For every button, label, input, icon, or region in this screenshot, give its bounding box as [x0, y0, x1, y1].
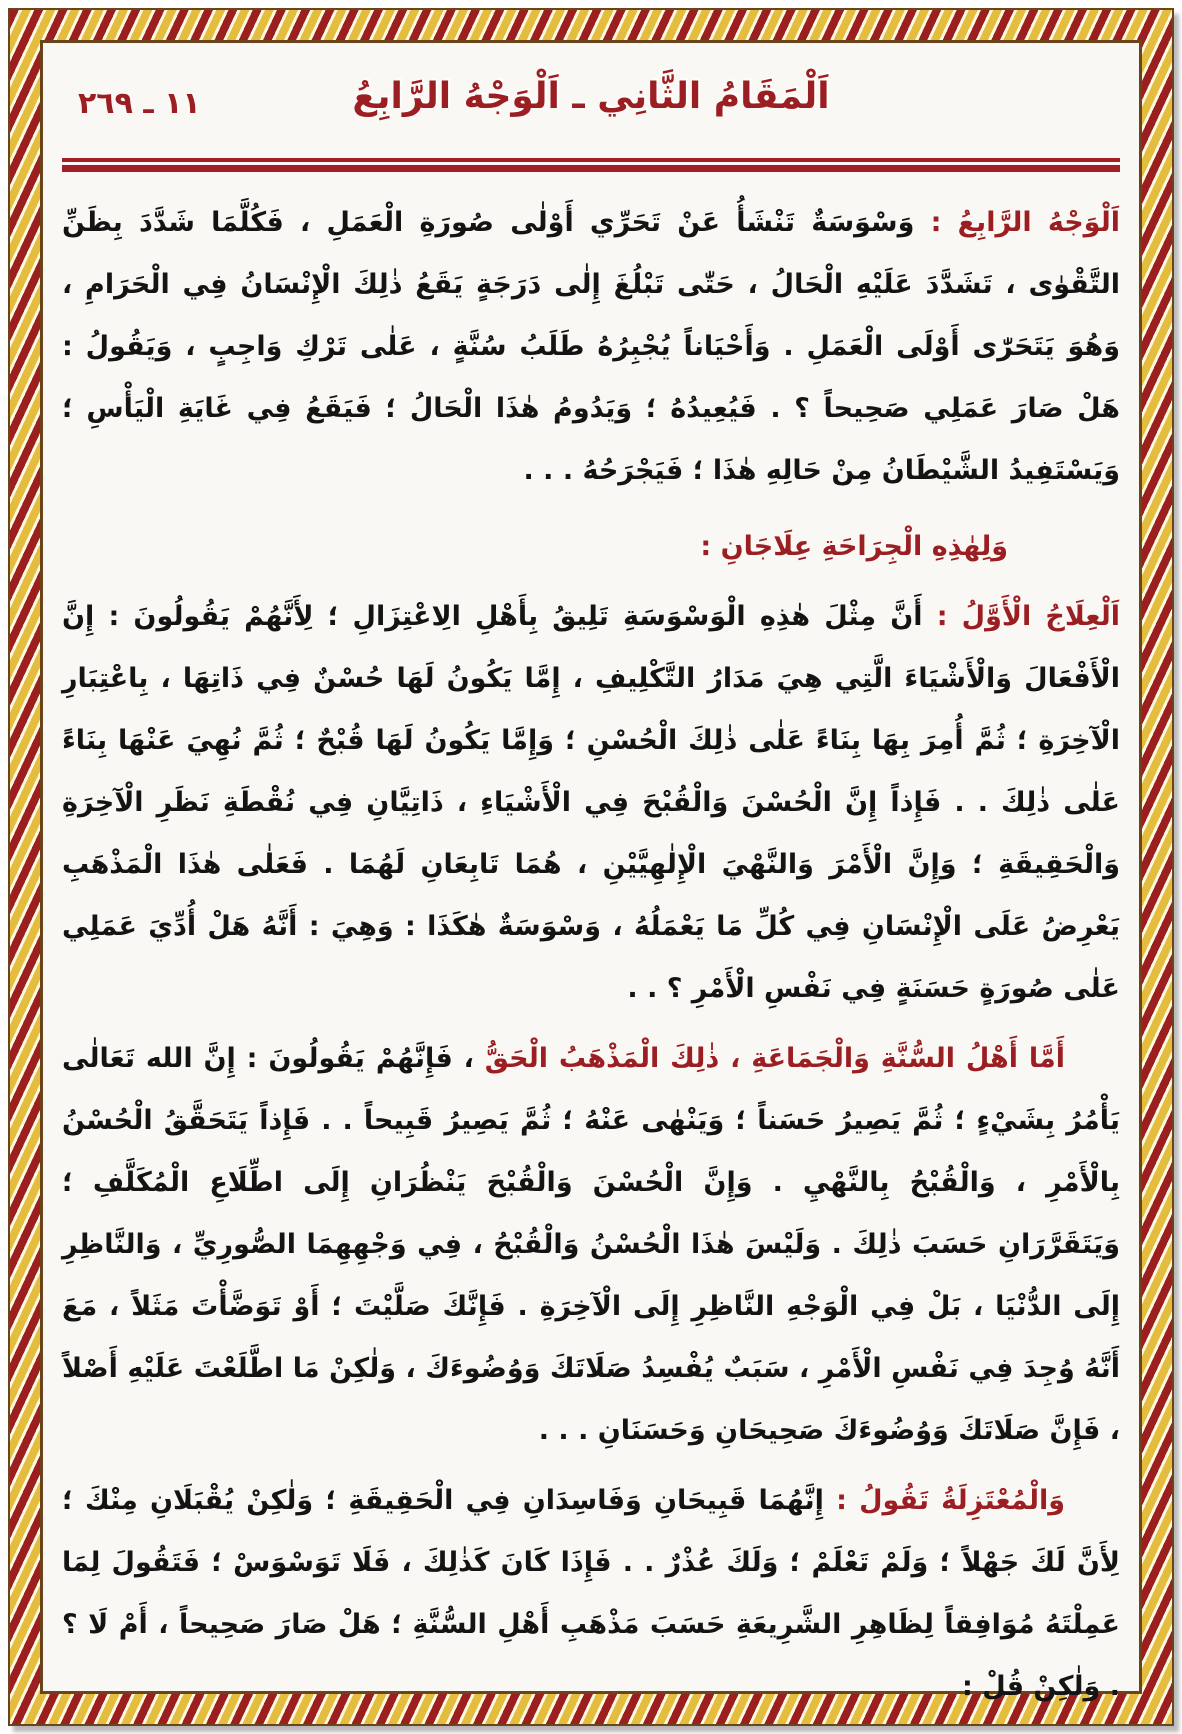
paragraph-mutazilah	[62, 1470, 1120, 1718]
section-heading: اَلْوَجْهُ الرَّابِعُ :	[930, 207, 1121, 238]
double-rule-divider	[62, 158, 1120, 172]
paragraph-text: إِنَّهُمَا قَبِيحَانِ وَفَاسِدَانِ فِي الْحَقِيقَةِ ؛ وَلٰكِنْ يُقْبَلَانِ مِنْكَ ؛ لِأَنَّ لَكَ جَهْلاً ؛ وَلَمْ تَعْلَمْ ؛ وَلَكَ عُذْرٌ . . فَإِذَا كَانَ كَذٰلِكَ ، فَلَا تَوَسْوَسْ ؛ فَتَقُولَ لِمَا عَمِلْتَهُ مُوَافِقاً لِظَاهِرِ الشَّرِيعَةِ حَسَبَ مَذْهَبِ أَهْلِ السُّنَّةِ ؛ هَلْ صَارَ صَحِيحاً ، أَمْ لَا ؟ . وَلٰكِنْ قُلْ :	[62, 1485, 1120, 1702]
paragraph-fourth-aspect	[62, 192, 1120, 502]
page-header	[62, 60, 1120, 144]
page-number: ١١ ـ ٢٦٩	[78, 86, 201, 121]
subheading-two-remedies	[62, 516, 1120, 578]
page-content	[62, 60, 1121, 1702]
section-heading: أَمَّا أَهْلُ السُّنَّةِ وَالْجَمَاعَةِ ، ذٰلِكَ الْمَذْهَبُ الْحَقُّ	[484, 1043, 1065, 1074]
paragraph-ahl-sunnah	[62, 1028, 1120, 1462]
section-heading: وَالْمُعْتَزِلَةُ تَقُولُ :	[836, 1485, 1066, 1516]
paragraph-text: أَنَّ مِثْلَ هٰذِهِ الْوَسْوَسَةِ تَلِيقُ بِأَهْلِ الِاعْتِزَالِ ؛ لِأَنَّهُمْ يَقُولُونَ : إِنَّ الْأَفْعَالَ وَالْأَشْيَاءَ الَّتِي هِيَ مَدَارُ التَّكْلِيفِ ، إِمَّا يَكُونُ لَهَا حُسْنٌ فِي ذَاتِهَا ، بِاعْتِبَارِ الْآخِرَةِ ؛ ثُمَّ أُمِرَ بِهَا بِنَاءً عَلٰى ذٰلِكَ الْحُسْنِ ؛ وَإِمَّا يَكُونُ لَهَا قُبْحٌ ؛ ثُمَّ نُهِيَ عَنْهَا بِنَاءً عَلٰى ذٰلِكَ . . فَإِذاً إِنَّ الْحُسْنَ وَالْقُبْحَ فِي الْأَشْيَاءِ ، ذَاتِيَّانِ فِي نُقْطَةِ نَظَرِ الْآخِرَةِ وَالْحَقِيقَةِ ؛ وَإِنَّ الْأَمْرَ وَالنَّهْيَ الْإِلٰهِيَّيْنِ ، هُمَا تَابِعَانِ لَهُمَا . فَعَلٰى هٰذَا الْمَذْهَبِ يَعْرِضُ عَلَى الْإِنْسَانِ فِي كُلِّ مَا يَعْمَلُهُ ، وَسْوَسَةٌ هٰكَذَا : وَهِيَ : أَنَّهُ هَلْ أُدِّيَ عَمَلِي عَلٰى صُورَةٍ حَسَنَةٍ فِي نَفْسِ الْأَمْرِ ؟ . .	[62, 601, 1120, 1004]
paragraph-text: ، فَإِنَّهُمْ يَقُولُونَ : إِنَّ الله تَعَالٰى يَأْمُرُ بِشَيْءٍ ؛ ثُمَّ يَصِيرُ حَسَناً ؛ وَيَنْهٰى عَنْهُ ؛ ثُمَّ يَصِيرُ قَبِيحاً . . فَإِذاً يَتَحَقَّقُ الْحُسْنُ بِالْأَمْرِ ، وَالْقُبْحُ بِالنَّهْيِ . وَإِنَّ الْحُسْنَ وَالْقُبْحَ يَنْظُرَانِ إِلَى اطِّلَاعِ الْمُكَلَّفِ ؛ وَيَتَقَرَّرَانِ حَسَبَ ذٰلِكَ . وَلَيْسَ هٰذَا الْحُسْنُ وَالْقُبْحُ ، فِي وَجْهِهِمَا الصُّورِيِّ ، وَالنَّاظِرِ إِلَى الدُّنْيَا ، بَلْ فِي الْوَجْهِ النَّاظِرِ إِلَى الْآخِرَةِ . فَإِنَّكَ صَلَّيْتَ ؛ أَوْ تَوَضَّأْتَ مَثَلاً ، مَعَ أَنَّهُ وُجِدَ فِي نَفْسِ الْأَمْرِ ، سَبَبٌ يُفْسِدُ صَلَاتَكَ وَوُضُوءَكَ ، وَلٰكِنْ مَا اطَّلَعْتَ عَلَيْهِ أَصْلاً ، فَإِنَّ صَلَاتَكَ وَوُضُوءَكَ صَحِيحَانِ وَحَسَنَانِ . . .	[62, 1043, 1120, 1446]
body-text	[62, 192, 1120, 1718]
section-heading: وَلِهٰذِهِ الْجِرَاحَةِ عِلَاجَانِ :	[700, 531, 1008, 562]
paragraph-first-remedy	[62, 586, 1120, 1020]
section-heading: اَلْعِلَاجُ الْأَوَّلُ :	[936, 601, 1120, 632]
paragraph-text: وَسْوَسَةٌ تَنْشَأُ عَنْ تَحَرِّي أَوْلٰى صُورَةِ الْعَمَلِ ، فَكُلَّمَا شَدَّدَ بِظَنِّ التَّقْوٰى ، تَشَدَّدَ عَلَيْهِ الْحَالُ ، حَتّٰى تَبْلُغَ إِلٰى دَرَجَةٍ يَقَعُ ذٰلِكَ الْإِنْسَانُ فِي الْحَرَامِ ، وَهُوَ يَتَحَرّٰى أَوْلَى الْعَمَلِ . وَأَحْيَاناً يُجْبِرُهُ طَلَبُ سُنَّةٍ ، عَلٰى تَرْكِ وَاجِبٍ ، وَيَقُولُ : هَلْ صَارَ عَمَلِي صَحِيحاً ؟ . فَيُعِيدُهُ ؛ وَيَدُومُ هٰذَا الْحَالُ ؛ فَيَقَعُ فِي غَايَةِ الْيَأْسِ ؛ وَيَسْتَفِيدُ الشَّيْطَانُ مِنْ حَالِهِ هٰذَا ؛ فَيَجْرَحُهُ . . .	[62, 207, 1120, 486]
page-title: اَلْمَقَامُ الثَّانِي ـ اَلْوَجْهُ الرَّابِعُ	[352, 76, 830, 117]
